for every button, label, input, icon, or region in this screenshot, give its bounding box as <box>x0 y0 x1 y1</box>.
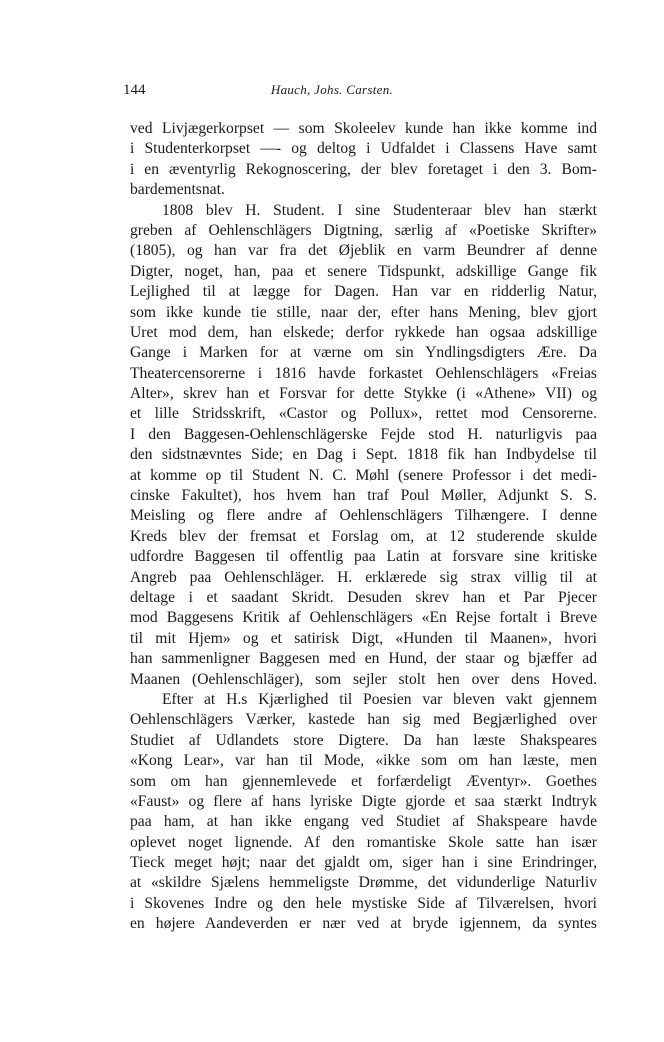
text-line: et lille Stridsskrift, «Castor og Pollux», rettet mod Censorerne. <box>130 405 597 423</box>
text-line: som ikke kunde tie stille, naar der, efter hans Mening, blev gjort <box>130 303 597 321</box>
text-line: som om han gjennemlevede et forfærdeligt Æventyr». Goethes <box>130 772 597 790</box>
text-line: cinske Fakultet), hos hvem han traf Poul Møller, Adjunkt S. S. <box>130 487 597 505</box>
text-line: «Faust» og flere af hans lyriske Digte gjorde et saa stærkt Indtryk <box>130 792 597 810</box>
text-line: (1805), og han var fra det Øjeblik en varm Beundrer af denne <box>130 242 597 260</box>
text-line: Lejlighed til at lægge for Dagen. Han var en ridderlig Natur, <box>130 283 597 301</box>
text-line: greben af Oehlenschlägers Digtning, særlig af «Poetiske Skrifter» <box>130 221 597 239</box>
text-line: 1808 blev H. Student. I sine Studenteraar blev han stærkt <box>162 201 597 219</box>
text-line: «Kong Lear», var han til Mode, «ikke som om han læste, men <box>130 752 597 770</box>
text-line: i Skovenes Indre og den hele mystiske Side af Tilværelsen, hvori <box>130 894 597 912</box>
text-line: Meisling og flere andre af Oehlenschlägers Tilhængere. I denne <box>130 507 597 525</box>
text-line: I den Baggesen-Oehlenschlägerske Fejde stod H. naturligvis paa <box>130 425 597 443</box>
text-line: bardementsnat. <box>130 181 225 199</box>
text-line: i en æventyrlig Rekognoscering, der blev foretaget i den 3. Bom- <box>130 160 597 178</box>
text-line: oplevet noget lignende. Af den romantiske Skole satte han især <box>130 833 597 851</box>
text-line: Digter, noget, han, paa et senere Tidspunkt, adskillige Gange fik <box>130 262 597 280</box>
text-line: han sammenligner Baggesen med en Hund, der staar og bjæffer ad <box>130 650 597 668</box>
text-line: Tieck meget højt; naar det gjaldt om, siger han i sine Erindringer, <box>130 854 597 872</box>
text-line: Uret mod dem, han elskede; derfor rykkede han ogsaa adskillige <box>130 323 597 341</box>
text-line: udfordre Baggesen til offentlig paa Latin at forsvare sine kritiske <box>130 548 597 566</box>
paragraph <box>130 201 597 690</box>
running-title: Hauch, Johs. Carsten. <box>270 82 394 97</box>
text-line: Gange i Marken for at værne om sin Yndlingsdigters Ære. Da <box>130 344 597 362</box>
text-line: Maanen (Oehlenschläger), som sejler stolt hen over dens Hoved. <box>130 670 597 688</box>
text-line: deltage i et saadant Skridt. Desuden skrev han et Par Pjecer <box>130 588 597 606</box>
text-line: til mit Hjem» og et satirisk Digt, «Hunden til Maanen», hvori <box>130 629 597 647</box>
page-body <box>130 119 597 935</box>
text-line: Theatercensorerne i 1816 havde forkastet Oehlenschlägers «Freias <box>130 364 597 382</box>
paragraph <box>130 119 597 201</box>
text-line: at komme op til Student N. C. Møhl (senere Professor i det medi- <box>130 466 597 484</box>
text-line: i Studenterkorpset —- og deltog i Udfaldet i Classens Have samt <box>130 140 597 158</box>
text-line: Efter at H.s Kjærlighed til Poesien var bleven vakt gjennem <box>162 690 597 708</box>
text-line: en højere Aandeverden er nær ved at bryde igjennem, da syntes <box>130 915 597 933</box>
text-line: at «skildre Sjælens hemmeligste Drømme, det vidunderlige Naturliv <box>130 874 597 892</box>
text-line: den sidstnævntes Side; en Dag i Sept. 1818 fik han Indbydelse til <box>130 446 597 464</box>
text-line: Alter», skrev han et Forsvar for dette Stykke (i «Athene» VII) og <box>130 385 597 403</box>
text-line: Studiet af Udlandets store Digtere. Da han læste Shakspeares <box>130 731 597 749</box>
text-line: Oehlenschlägers Værker, kastede han sig med Begjærlighed over <box>130 711 597 729</box>
text-line: Angreb paa Oehlenschläger. H. erklærede sig strax villig til at <box>130 568 597 586</box>
text-line: ved Livjægerkorpset — som Skoleelev kunde han ikke komme ind <box>130 120 597 137</box>
paragraph <box>130 690 597 935</box>
page-number: 144 <box>123 82 146 98</box>
text-line: paa ham, at han ikke engang ved Studiet af Shakspeare havde <box>130 813 597 831</box>
text-line: mod Baggesens Kritik af Oehlenschlägers «En Rejse fortalt i Breve <box>130 609 597 627</box>
text-line: Kreds blev der fremsat et Forslag om, at 12 studerende skulde <box>130 527 597 545</box>
